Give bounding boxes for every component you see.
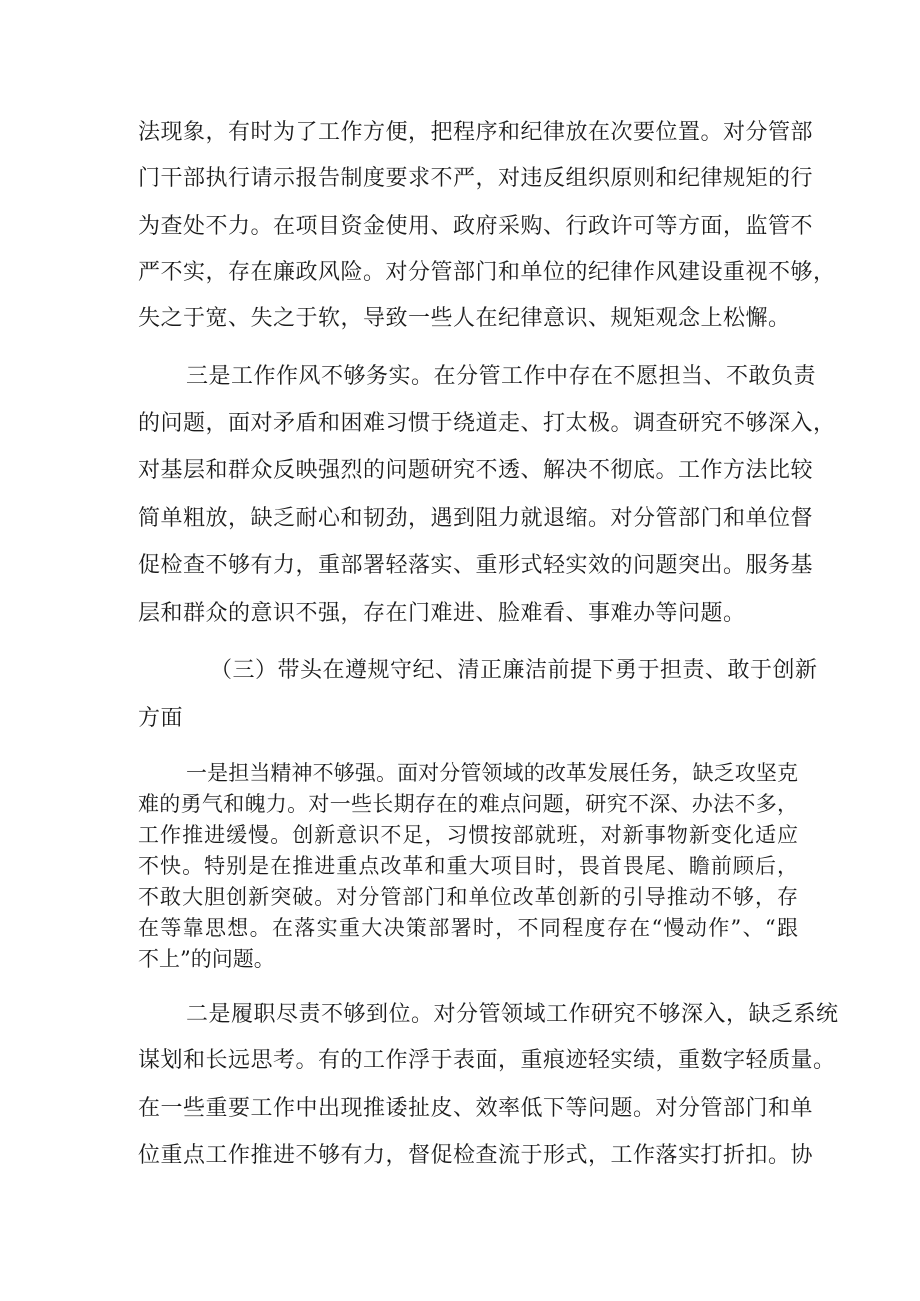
paragraph-line: 谋划和长远思考。有的工作浮于表面，重痕迹轻实绩，重数字轻质量。 xyxy=(138,1048,836,1073)
paragraph-line: 门干部执行请示报告制度要求不严，对违反组织原则和纪律规矩的行 xyxy=(138,166,814,191)
paragraph-line: 不敢大胆创新突破。对分管部门和单位改革创新的引导推动不够，存 xyxy=(138,885,798,909)
paragraph-line: 为查处不力。在项目资金使用、政府采购、行政许可等方面，监管不 xyxy=(138,214,814,239)
paragraph-line: 二是履职尽责不够到位。对分管领域工作研究不够深入，缺乏系统 xyxy=(186,1002,839,1027)
paragraph-line: 失之于宽、失之于软，导致一些人在纪律意识、规矩观念上松懈。 xyxy=(138,306,791,331)
section-heading: 方面 xyxy=(138,706,184,731)
paragraph-line: 位重点工作推进不够有力，督促检查流于形式，工作落实打折扣。协 xyxy=(138,1143,814,1168)
paragraph-line: 一是担当精神不够强。面对分管领域的改革发展任务，缺乏攻坚克 xyxy=(186,761,798,785)
paragraph-line: 在等靠思想。在落实重大决策部署时，不同程度存在“慢动作”、“跟 xyxy=(138,916,798,940)
paragraph-line: 对基层和群众反映强烈的问题研究不透、解决不彻底。工作方法比较 xyxy=(138,458,814,483)
paragraph-line: 不快。特别是在推进重点改革和重大项目时，畏首畏尾、瞻前顾后， xyxy=(138,854,798,878)
paragraph-line: 的问题，面对矛盾和困难习惯于绕道走、打太极。调查研究不够深入， xyxy=(138,411,836,436)
paragraph-line: 严不实，存在廉政风险。对分管部门和单位的纪律作风建设重视不够， xyxy=(138,260,836,285)
paragraph-line: 简单粗放，缺乏耐心和韧劲，遇到阻力就退缩。对分管部门和单位督 xyxy=(138,506,814,531)
paragraph-line: 法现象，有时为了工作方便，把程序和纪律放在次要位置。对分管部 xyxy=(138,120,814,145)
paragraph-line: 促检查不够有力，重部署轻落实、重形式轻实效的问题突出。服务基 xyxy=(138,553,814,578)
paragraph-line: 三是工作作风不够务实。在分管工作中存在不愿担当、不敢负责 xyxy=(186,364,817,389)
paragraph-line: 难的勇气和魄力。对一些长期存在的难点问题，研究不深、办法不多， xyxy=(138,792,798,816)
paragraph-line: 层和群众的意识不强，存在门难进、脸难看、事难办等问题。 xyxy=(138,601,746,626)
paragraph-line: 工作推进缓慢。创新意识不足，习惯按部就班，对新事物新变化适应 xyxy=(138,823,798,847)
paragraph-line: 在一些重要工作中出现推诿扯皮、效率低下等问题。对分管部门和单 xyxy=(138,1096,814,1121)
paragraph-line: 不上”的问题。 xyxy=(138,947,275,971)
section-heading: （三）带头在遵规守纪、清正廉洁前提下勇于担责、敢于创新 xyxy=(210,658,818,683)
